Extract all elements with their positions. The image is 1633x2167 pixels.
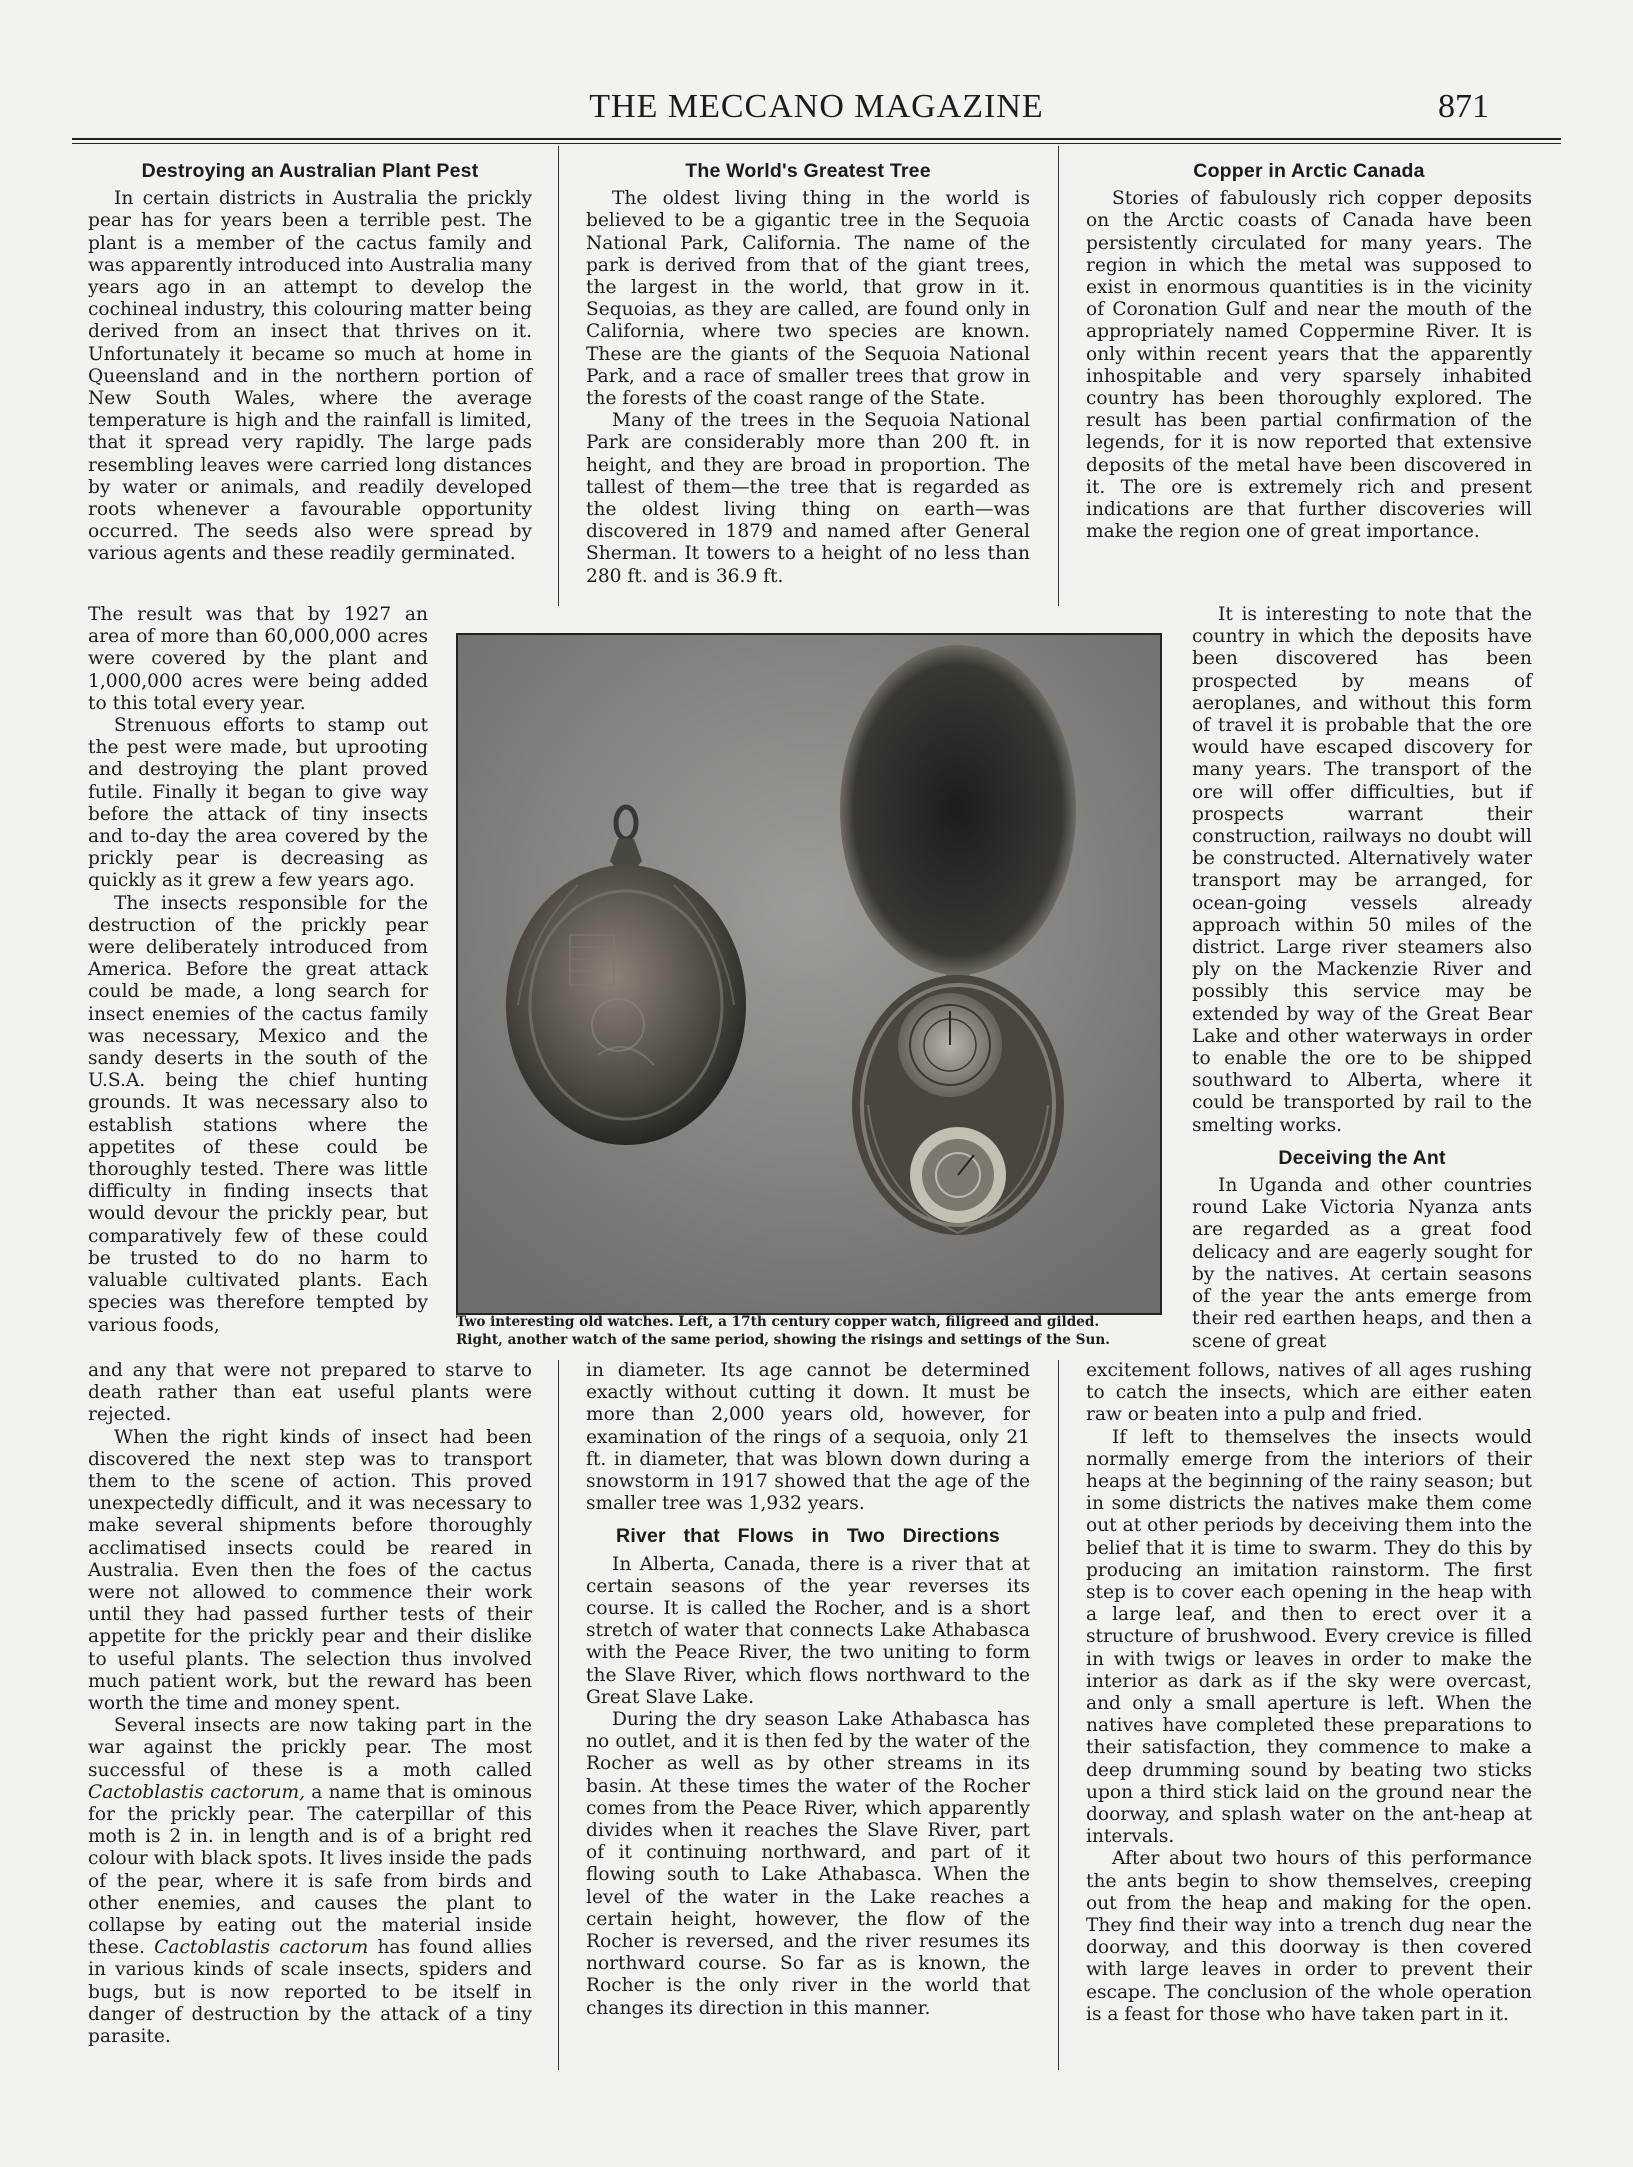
paragraph: If left to themselves the insects would normally emerge from the interiors of their heaps at the beginning of the rainy season; but in some districts the natives make them come out at other periods by deceiving them into the belief that it is time to swarm. They do this by producing an imitation rainstorm. The first step is to cover each opening in the heap with a large leaf, and then to erect over it a structure of brushwood. Every crevice is filled in with twigs or leaves in order to make the interior as dark as if the sky were overcast, and only a small aperture is left. When the natives have completed these preparations to their satisfaction, they commence to make a deep drumming sound by beating two sticks upon a third stick laid on the ground near the doorway, and splash water on the ant-heap at intervals.	[1086, 1426, 1532, 1848]
caption-line: Right, another watch of the same period, showing the risings and settings of the Sun.	[456, 1332, 1110, 1348]
article-greatest-tree	[586, 160, 1030, 588]
paragraph: When the right kinds of insect had been discovered the next step was to transport them to the scene of action. This proved unexpectedly difficult, and it was necessary to make several shipments before thoroughly acclimatised insects could be reared in Australia. Even then the foes of the cactus were not allowed to commence their work until they had passed further tests of their appetite for the prickly pear and their dislike to useful plants. The selection thus involved much patient work, but the reward has been worth the time and money spent.	[88, 1426, 532, 1715]
article-greatest-tree-continued	[586, 1360, 1030, 2020]
paragraph: in diameter. Its age cannot be determined exactly without cutting it down. It must be more than 2,000 years old, however, for examination of the rings of a sequoia, only 21 ft. in diameter, that was blown down during a snowstorm in 1917 showed that the age of the smaller tree was 1,932 years.	[586, 1360, 1030, 1515]
column-divider	[558, 1360, 559, 2070]
paragraph: The result was that by 1927 an area of more than 60,000,000 acres were covered by the plant and 1,000,000 acres were being added to this total every year.	[88, 604, 428, 714]
paragraph: Strenuous efforts to stamp out the pest were made, but uprooting and destroying the plant proved futile. Finally it began to give way before the attack of tiny insects and to-day the area covered by the prickly pear is decreasing as quickly as it grew a few years ago.	[88, 715, 428, 892]
paragraph: and any that were not prepared to starve to death rather than eat useful plants were rejected.	[88, 1360, 532, 1426]
article-heading: Copper in Arctic Canada	[1193, 160, 1425, 182]
paragraph: Many of the trees in the Sequoia National Park are considerably more than 200 ft. in height, and they are broad in proportion. The tallest of them—the tree that is regarded as the oldest living thing on earth—was discovered in 1879 and named after General Sherman. It towers to a height of no less than 280 ft. and is 36.9 ft.	[586, 410, 1030, 587]
paragraph: In certain districts in Australia the prickly pear has for years been a terrible pest. The plant is a member of the cactus family and was apparently introduced into Australia many years ago in an attempt to develop the cochineal industry, this colouring matter being derived from an insect that thrives on it. Unfortunately it became so much at home in Queensland and in the northern portion of New South Wales, where the average temperature is high and the rainfall is limited, that it spread very rapidly. The large pads resembling leaves were carried long distances by water or animals, and readily developed roots whenever a favourable opportunity occurred. The seeds also were spread by various agents and these readily germinated.	[88, 188, 532, 565]
paragraph: excitement follows, natives of all ages rushing to catch the insects, which are either eaten raw or beaten into a pulp and fried.	[1086, 1360, 1532, 1426]
caption-line: Two interesting old watches. Left, a 17th century copper watch, filigreed and gilded.	[456, 1314, 1100, 1330]
article-heading: River that Flows in Two Directions	[616, 1525, 1000, 1548]
article-heading: Deceiving the Ant	[1278, 1146, 1446, 1169]
article-plant-pest	[88, 160, 532, 566]
figure-caption	[456, 1313, 1176, 1349]
paragraph: Several insects are now taking part in the war against the prickly pear. The most successful of these is a moth called Cactoblastis cactorum, a name that is ominous for the prickly pear. The caterpillar of this moth is 2 in. in length and is of a bright red colour with black spots. It lives inside the pads of the pear, where it is safe from birds and other enemies, and causes the plant to collapse by eating out the material inside these. Cactoblastis cactorum has found allies in various kinds of scale insects, spiders and bugs, but is now reported to be itself in danger of destruction by the attack of a tiny parasite.	[88, 1715, 532, 2048]
paragraph: After about two hours of this performance the ants begin to show themselves, creeping out from the heap and making for the open. They find their way into a trench dug near the doorway, and this doorway is then covered with large leaves in order to prevent their escape. The conclusion of the whole operation is a feast for those who have taken part in it.	[1086, 1848, 1532, 2025]
paragraph: In Uganda and other countries round Lake Victoria Nyanza ants are regarded as a great food delicacy and are eagerly sought for by the natives. At certain seasons of the year the ants emerge from their red earthen heaps, and then a scene of great	[1192, 1175, 1532, 1352]
paragraph: Stories of fabulously rich copper deposits on the Arctic coasts of Canada have been persistently circulated for many years. The region in which the metal was supposed to exist in enormous quantities is in the vicinity of Coronation Gulf and near the mouth of the appropriately named Coppermine River. It is only within recent years that the apparently inhospitable and very sparsely inhabited country has been thoroughly explored. The result has been partial confirmation of the legends, for it is now reported that extensive deposits of the metal have been discovered in it. The ore is extremely rich and present indications are that further discoveries will make the region one of great importance.	[1086, 188, 1532, 543]
article-arctic-copper-continued	[1192, 604, 1532, 1353]
column-divider	[1058, 1360, 1059, 2070]
article-heading: Destroying an Australian Plant Pest	[141, 160, 479, 182]
column-divider	[1058, 146, 1059, 606]
article-plant-pest-continued	[88, 604, 428, 1337]
paragraph: The insects responsible for the destruction of the prickly pear were deliberately introduced from America. Before the great attack could be made, a long search for insect enemies of the cactus family was necessary, Mexico and the sandy deserts in the south of the U.S.A. being the chief hunting grounds. It was necessary also to establish stations where the appetites of these could be thoroughly tested. There was little difficulty in finding insects that would devour the prickly pear, but comparatively few of these could be trusted to do no harm to valuable cultivated plants. Each species was therefore tempted by various foods,	[88, 892, 428, 1336]
article-heading: The World's Greatest Tree	[685, 160, 931, 182]
paragraph: The oldest living thing in the world is believed to be a gigantic tree in the Sequoia National Park, California. The name of the park is derived from that of the giant trees, the largest in the world, that grow in it. Sequoias, as they are called, are found only in California, where two species are known. These are the giants of the Sequoia National Park, and a race of smaller trees that grow in the forests of the coast range of the State.	[586, 188, 1030, 410]
article-arctic-copper	[1086, 160, 1532, 543]
paragraph: In Alberta, Canada, there is a river that at certain seasons of the year reverses its course. It is called the Rocher, and is a short stretch of water that connects Lake Athabasca with the Peace River, the two uniting to form the Slave River, which flows northward to the Great Slave Lake.	[586, 1553, 1030, 1708]
watches-photograph	[456, 633, 1162, 1315]
paragraph: It is interesting to note that the country in which the deposits have been discovered has been prospected by means of aeroplanes, and without this form of travel it is probable that the ore would have escaped discovery for many years. The transport of the ore will offer difficulties, but if prospects warrant their construction, railways no doubt will be constructed. Alternatively water transport may be arranged, for ocean-going vessels already approach within 50 miles of the district. Large river steamers also ply on the Mackenzie River and possibly this service may be extended by way of the Great Bear Lake and other waterways in order to enable the ore to be shipped southward to Alberta, where it could be transported by rail to the smelting works.	[1192, 604, 1532, 1136]
magazine-title: THE MECCANO MAGAZINE	[589, 88, 1044, 125]
page-number: 871	[1438, 88, 1489, 125]
article-plant-pest-end	[88, 1360, 532, 2048]
header-rule-thin	[72, 143, 1561, 144]
article-deceiving-ant	[1086, 1360, 1532, 2026]
column-divider	[558, 146, 559, 606]
masthead	[72, 88, 1561, 132]
paragraph: During the dry season Lake Athabasca has no outlet, and it is then fed by the water of the Rocher as well as by other streams in its basin. At these times the water of the Rocher comes from the Peace River, which apparently divides when it reaches the Slave River, part of it continuing northward, and part of it flowing south to Lake Athabasca. When the level of the water in the Lake reaches a certain height, however, the flow of the Rocher is reversed, and the river resumes its northward course. So far as is known, the Rocher is the only river in the world that changes its direction in this manner.	[586, 1709, 1030, 2019]
watches-illustration	[458, 635, 1160, 1313]
header-rule	[72, 138, 1561, 140]
